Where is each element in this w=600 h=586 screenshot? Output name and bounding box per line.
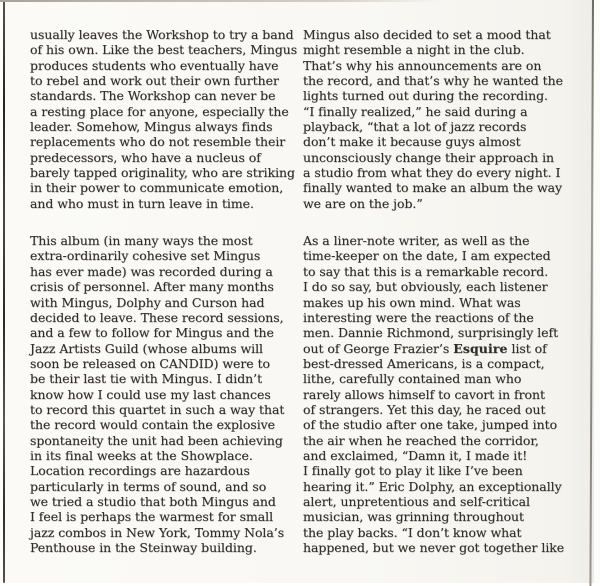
- text-line: the play backs. “I don’t know what: [303, 524, 522, 540]
- text-line: has ever made) was recorded during a: [30, 263, 273, 279]
- text-line: in their power to communicate emotion,: [30, 180, 284, 196]
- text-line: unconsciously change their approach in: [303, 149, 555, 165]
- text-line: As a liner-note writer, as well as the: [303, 233, 530, 249]
- page-margin-right: [594, 0, 600, 583]
- text-line: standards. The Workshop can never be: [30, 88, 276, 104]
- text-line: crisis of personnel. After many months: [30, 279, 274, 295]
- text-line: a resting place for anyone, especially the: [30, 103, 289, 119]
- right-text-column: [303, 27, 575, 555]
- text-line: don’t make it because guys almost: [303, 134, 521, 150]
- text-line: I finally got to play it like I’ve been: [303, 463, 523, 479]
- paragraph: [303, 27, 575, 211]
- text-line: decided to leave. These record sessions,: [30, 309, 284, 325]
- text-line: jazz combos in New York, Tommy Nola’s: [30, 524, 285, 540]
- text-line: finally wanted to make an album the way: [303, 180, 563, 196]
- text-line: spontaneity the unit had been achieving: [30, 432, 283, 448]
- text-line: This album (in many ways the most: [30, 233, 253, 249]
- text-line: soon be released on CANDID) were to: [30, 355, 271, 371]
- text-line: we are on the job.”: [303, 195, 423, 211]
- text-line: with Mingus, Dolphy and Curson had: [30, 294, 265, 310]
- text-line: the record, and that’s why he wanted the: [303, 73, 563, 89]
- text-line: to rebel and work out their own further: [30, 73, 279, 89]
- text-line: particularly in terms of sound, and so: [30, 478, 267, 494]
- text-line: and exclaimed, “Damn it, I made it!: [303, 447, 528, 463]
- text-line: “I finally realized,” he said during a: [303, 103, 528, 119]
- text-line: I do so say, but obviously, each listener: [303, 279, 548, 295]
- text-line: produces students who eventually have: [30, 57, 279, 73]
- text-line: to record this quartet in such a way that: [30, 401, 285, 417]
- text-line: interesting were the reactions of the: [303, 309, 534, 325]
- text-line: men. Dannie Richmond, surprisingly left: [303, 325, 559, 341]
- paragraph: [30, 233, 292, 555]
- text-line: might resemble a night in the club.: [303, 42, 525, 58]
- text-line: extra-ordinarily cohesive set Mingus: [30, 248, 261, 264]
- text-line: hearing it.” Eric Dolphy, an exceptionally: [303, 478, 562, 494]
- page-edge-top-line: [0, 0, 440, 2]
- text-line: the air when he reached the corridor,: [303, 432, 539, 448]
- text-line: of the studio after one take, jumped into: [303, 417, 558, 433]
- text-line: predecessors, who have a nucleus of: [30, 149, 261, 165]
- paragraph: [30, 27, 298, 211]
- page-edge-left-line: [3, 0, 5, 583]
- page-edge-right-line: [589, 0, 593, 586]
- left-text-column: [30, 27, 298, 555]
- text-line: a studio from what they do every night. I: [303, 165, 561, 181]
- text-line: Jazz Artists Guild (whose albums will: [30, 340, 263, 356]
- text-line: and who must in turn leave in time.: [30, 195, 254, 211]
- text-line: of strangers. Yet this day, he raced out: [303, 401, 546, 417]
- text-line: barely tapped originality, who are striking: [30, 165, 296, 181]
- text-line: time-keeper on the date, I am expected: [303, 248, 551, 264]
- text-line: happened, but we never got together like: [303, 540, 565, 555]
- text-line: out of George Frazier’s Esquire list of: [303, 340, 547, 356]
- text-line: That’s why his announcements are on: [303, 57, 542, 73]
- text-line: best-dressed Americans, is a compact,: [303, 355, 545, 371]
- text-line: know how I could use my last chances: [30, 386, 271, 402]
- text-line: lithe, carefully contained man who: [303, 371, 522, 387]
- text-line: alert, unpretentious and self-critical: [303, 493, 530, 509]
- text-line: playback, “that a lot of jazz records: [303, 119, 527, 135]
- text-line: in its final weeks at the Showplace.: [30, 447, 253, 463]
- text-line: the record would contain the explosive: [30, 417, 276, 433]
- text-line: and a few to follow for Mingus and the: [30, 325, 274, 341]
- text-line: usually leaves the Workshop to try a band: [30, 27, 294, 42]
- text-line: to say that this is a remarkable record.: [303, 263, 549, 279]
- text-line: I feel is perhaps the warmest for small: [30, 509, 274, 525]
- paragraph: [303, 233, 575, 555]
- text-line: Penthouse in the Steinway building.: [30, 540, 257, 555]
- text-line: replacements who do not resemble their: [30, 134, 286, 150]
- text-line: Mingus also decided to set a mood that: [303, 27, 551, 42]
- text-line: be their last tie with Mingus. I didn’t: [30, 371, 263, 387]
- text-line: leader. Somehow, Mingus always finds: [30, 119, 273, 135]
- text-line: Location recordings are hazardous: [30, 463, 250, 479]
- text-line: lights turned out during the recording.: [303, 88, 548, 104]
- text-line: musician, was grinning throughout: [303, 509, 525, 525]
- text-line: makes up his own mind. What was: [303, 294, 521, 310]
- text-line: of his own. Like the best teachers, Mingus: [30, 42, 298, 58]
- text-line: rarely allows himself to cavort in front: [303, 386, 545, 402]
- text-line: we tried a studio that both Mingus and: [30, 493, 276, 509]
